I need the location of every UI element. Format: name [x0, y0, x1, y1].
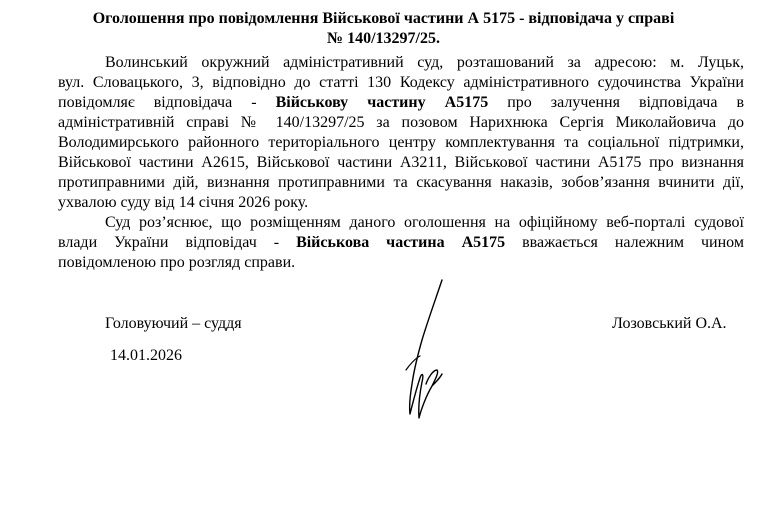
defendant-name-bold: Військову частину А5175	[275, 94, 489, 111]
signatory-role: Головуючий – суддя	[105, 315, 242, 332]
paragraph-line	[58, 93, 744, 113]
title-line-1: Оголошення про повідомлення Військової частини А 5175 - відповідача у справі	[92, 10, 675, 27]
defendant-name-bold: Військова частина А5175	[296, 234, 506, 251]
document-body	[58, 53, 744, 273]
text-segment: вважається належним чином	[505, 234, 744, 251]
paragraph-line: протиправними дій, визнання протиправними та скасування наказів, зобов’язання вчинити дії,	[58, 174, 744, 191]
document-title	[0, 9, 767, 49]
paragraph-line: Військової частини А2615, Військової частини А3211, Військової частини А5175 про визнання	[58, 154, 744, 171]
handwritten-signature	[392, 278, 472, 428]
paragraph-notice	[58, 53, 744, 213]
paragraph-line: адміністративній справі № 140/13297/25 за позовом Нарихнюка Сергія Миколайовича до	[58, 114, 744, 131]
paragraph-explanation	[58, 213, 744, 273]
paragraph-line: Суд роз’яснює, що розміщенням даного оголошення на офіційному веб-порталі судової	[105, 214, 744, 231]
text-segment: повідомляє відповідача -	[58, 94, 276, 111]
signature-date: 14.01.2026	[110, 347, 182, 364]
paragraph-line: Володимирського районного територіального центру комплектування та соціальної підтримки,	[58, 134, 744, 151]
paragraph-line: ухвалою суду від 14 січня 2026 року.	[58, 194, 309, 211]
paragraph-line: повідомленою про розгляд справи.	[58, 254, 296, 271]
text-segment: про залучення відповідача в	[488, 94, 745, 111]
paragraph-line: вул. Словацького, 3, відповідно до статті 130 Кодексу адміністративного судочинства України	[58, 74, 744, 91]
title-line-2: № 140/13297/25.	[327, 30, 440, 47]
text-segment: влади України відповідач -	[58, 234, 297, 251]
paragraph-line	[58, 233, 744, 253]
signatory-name: Лозовський О.А.	[612, 315, 727, 332]
paragraph-line: Волинський окружний адміністративний суд, розташований за адресою: м. Луцьк,	[105, 54, 744, 71]
